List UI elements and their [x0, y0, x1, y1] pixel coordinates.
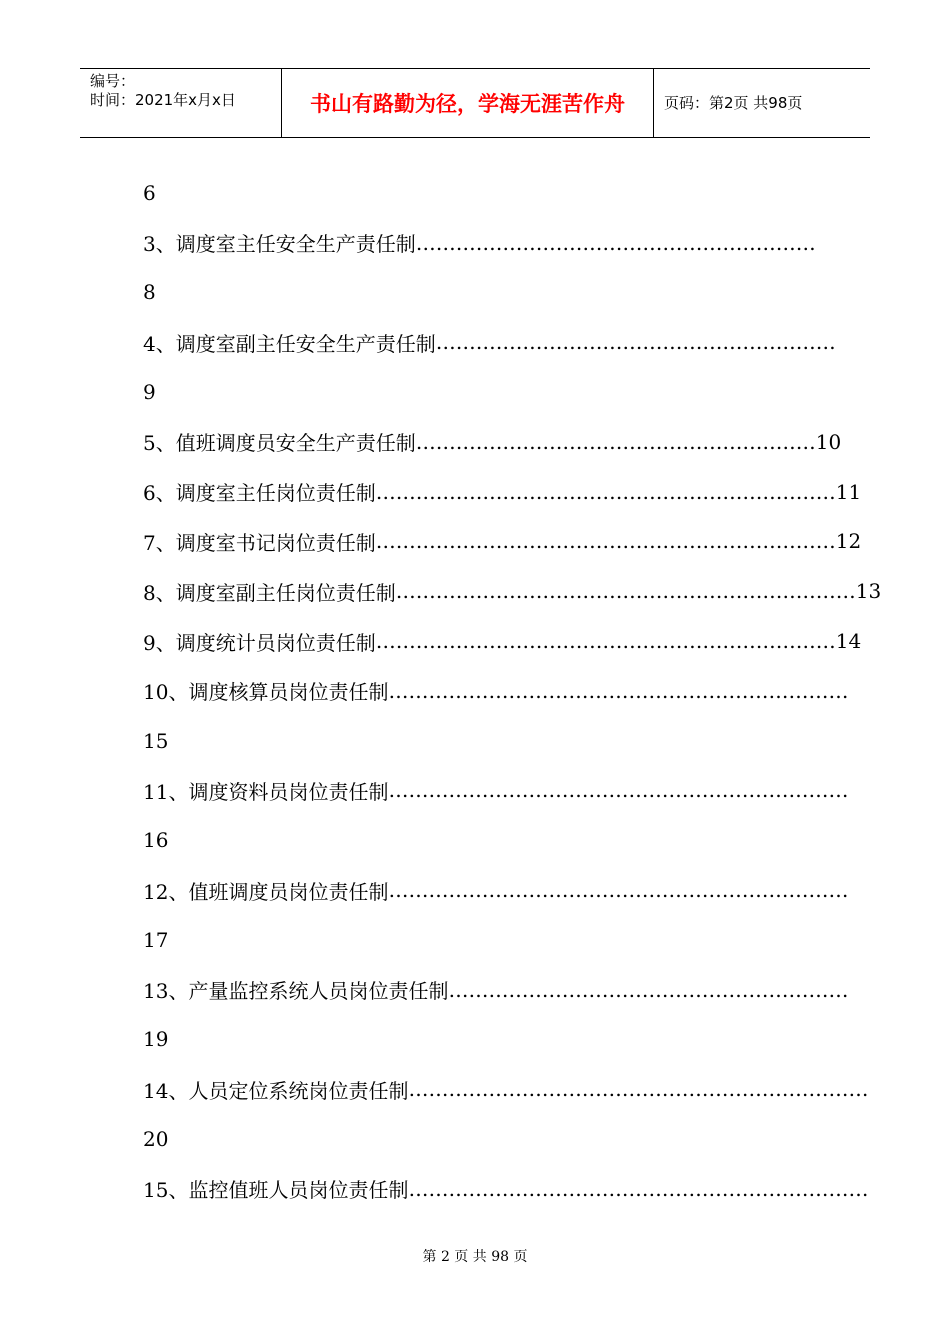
toc-entry[interactable]: [143, 1114, 808, 1164]
toc-entry[interactable]: [143, 566, 882, 616]
toc-entry-leader: ……………………………………………………………: [395, 579, 856, 604]
toc-entry-title: 15: [143, 728, 169, 753]
toc-entry-title: 9: [143, 380, 156, 405]
page-info: 页码：第2页 共98页: [664, 94, 803, 112]
toc-entry-page-number: 12: [835, 529, 862, 554]
toc-entry[interactable]: [143, 1064, 869, 1114]
toc-entry-title: 5、值班调度员安全生产责任制: [143, 431, 416, 456]
toc-entry[interactable]: [143, 766, 849, 816]
toc-entry[interactable]: [143, 367, 808, 417]
toc-entry-title: 9、调度统计员岗位责任制: [143, 630, 376, 655]
toc-entry[interactable]: [143, 865, 849, 915]
toc-entry-title: 19: [143, 1027, 169, 1052]
toc-entry[interactable]: [143, 965, 849, 1015]
page-footer: 第 2 页 共 98 页: [422, 1249, 528, 1265]
page-header: [80, 68, 870, 138]
toc-entry-title: 6、调度室主任岗位责任制: [143, 481, 376, 506]
toc-entry-title: 17: [143, 927, 169, 952]
toc-entry[interactable]: [143, 317, 836, 367]
toc-entry-leader: ……………………………………………………………: [388, 678, 849, 703]
toc-entry-title: 8、调度室副主任岗位责任制: [143, 580, 396, 605]
toc-entry-title: 20: [143, 1127, 169, 1152]
toc-entry[interactable]: [143, 517, 862, 567]
toc-entry[interactable]: [143, 1164, 869, 1214]
toc-entry-leader: ……………………………………………………………: [408, 1077, 869, 1102]
document-number: 编号：: [90, 72, 136, 90]
toc-entry-leader: ……………………………………………………………: [375, 479, 836, 504]
toc-entry-leader: ……………………………………………………: [448, 977, 849, 1002]
toc-entry-leader: ……………………………………………………………: [388, 878, 849, 903]
toc-entry-title: 16: [143, 828, 169, 853]
toc-entry-leader: ……………………………………………………: [435, 330, 836, 355]
toc-entry-leader: ……………………………………………………………: [375, 629, 836, 654]
document-time: 时间：2021年x月x日: [90, 91, 236, 109]
toc-entry-page-number: 10: [815, 429, 842, 454]
toc-entry-title: 3、调度室主任安全生产责任制: [143, 232, 416, 257]
toc-entry[interactable]: [143, 218, 816, 268]
toc-entry-leader: ……………………………………………………: [415, 429, 816, 454]
table-of-contents: [143, 168, 882, 1214]
toc-entry-title: 10、调度核算员岗位责任制: [143, 680, 389, 705]
toc-entry[interactable]: [143, 915, 808, 965]
toc-entry-title: 6: [143, 180, 156, 205]
toc-entry-page-number: 11: [835, 479, 862, 504]
toc-entry[interactable]: [143, 168, 808, 218]
toc-entry-page-number: 14: [835, 629, 862, 654]
toc-entry[interactable]: [143, 616, 862, 666]
header-motto-cell: [282, 69, 654, 137]
toc-entry[interactable]: [143, 268, 808, 318]
motto: 书山有路勤为径，学海无涯苦作舟: [310, 92, 625, 116]
header-meta: [80, 69, 282, 137]
toc-entry-title: 15、监控值班人员岗位责任制: [143, 1178, 409, 1203]
toc-entry-leader: ……………………………………………………………: [375, 529, 836, 554]
toc-entry-leader: ……………………………………………………………: [388, 778, 849, 803]
toc-entry[interactable]: [143, 417, 842, 467]
toc-entry-title: 14、人员定位系统岗位责任制: [143, 1078, 409, 1103]
toc-entry[interactable]: [143, 716, 808, 766]
toc-entry-title: 11、调度资料员岗位责任制: [143, 779, 389, 804]
toc-entry[interactable]: [143, 1015, 808, 1065]
toc-entry[interactable]: [143, 815, 808, 865]
toc-entry-title: 12、值班调度员岗位责任制: [143, 879, 389, 904]
toc-entry-leader: ……………………………………………………………: [408, 1176, 869, 1201]
toc-entry-page-number: 13: [855, 579, 882, 604]
toc-entry-title: 13、产量监控系统人员岗位责任制: [143, 979, 449, 1004]
toc-entry-title: 8: [143, 280, 156, 305]
header-page-cell: [654, 69, 870, 137]
toc-entry-title: 7、调度室书记岗位责任制: [143, 530, 376, 555]
toc-entry[interactable]: [143, 666, 849, 716]
toc-entry-leader: ……………………………………………………: [415, 230, 816, 255]
toc-entry[interactable]: [143, 467, 862, 517]
toc-entry-title: 4、调度室副主任安全生产责任制: [143, 331, 436, 356]
